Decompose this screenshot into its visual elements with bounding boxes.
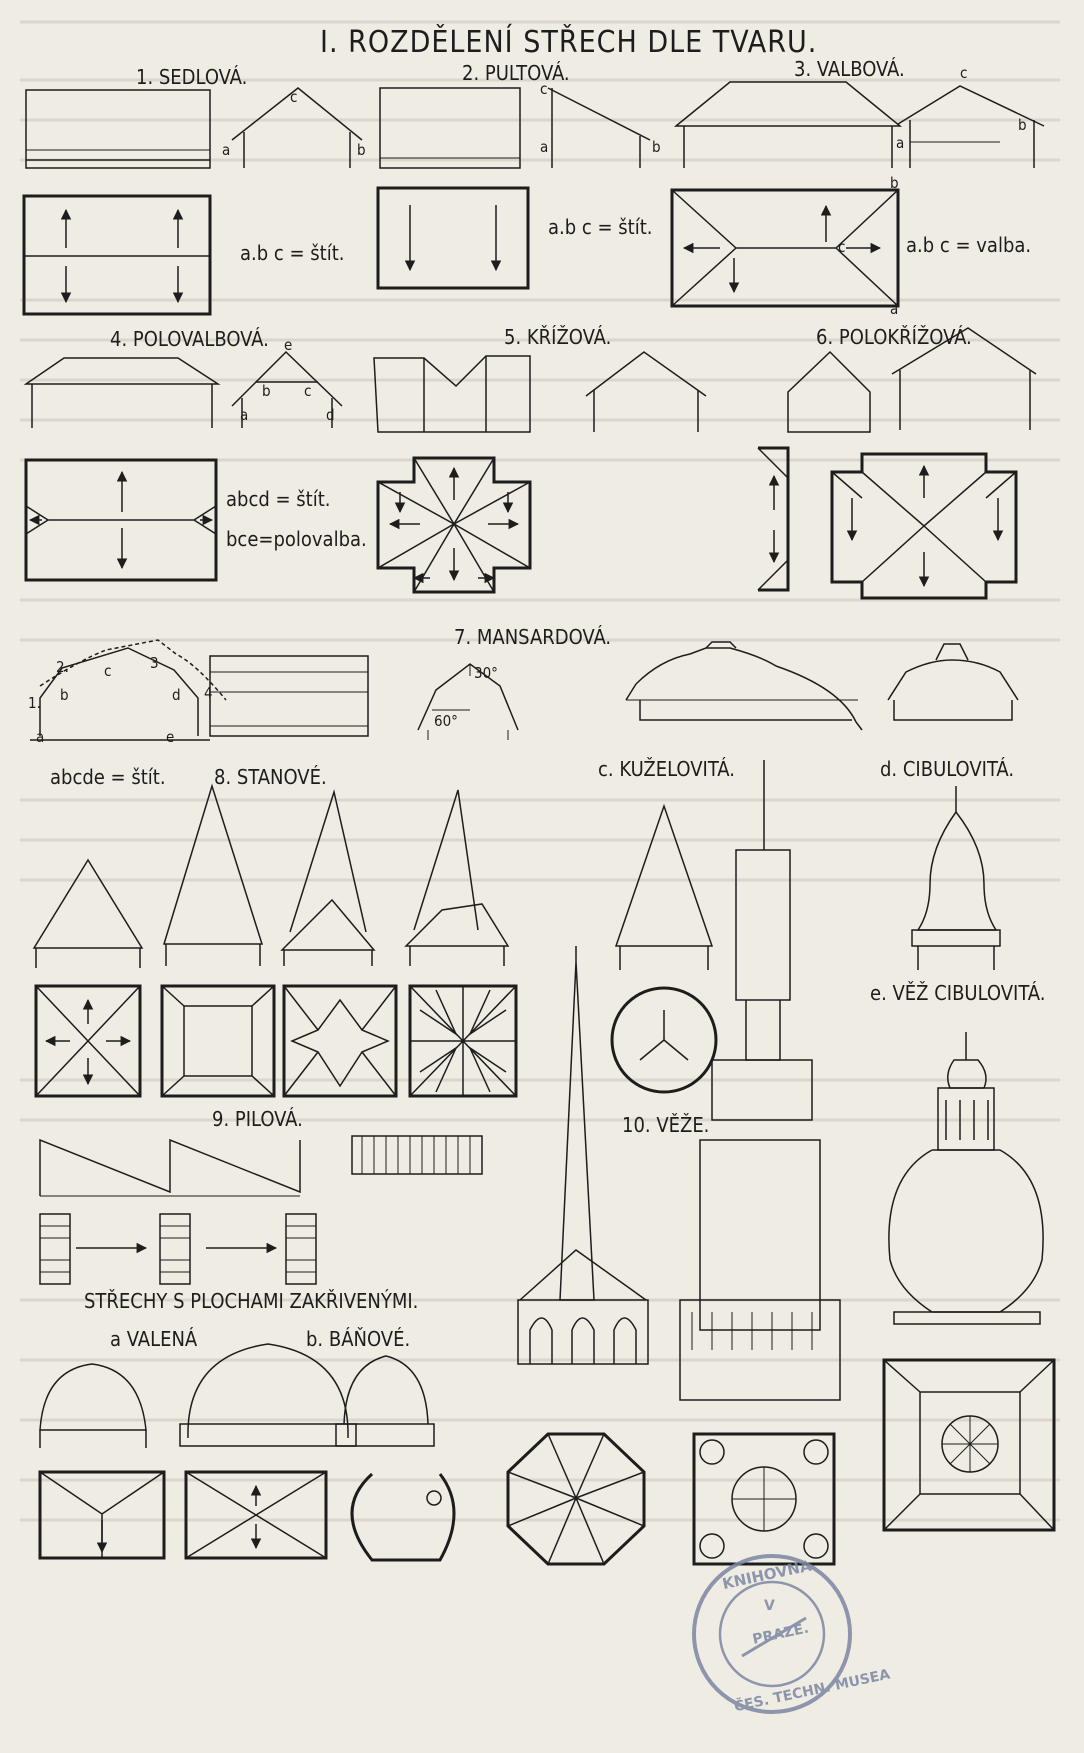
onion-dome [888, 644, 1018, 720]
onion-spires [912, 786, 1000, 970]
letter-b: b [60, 686, 69, 704]
curved-roof-plans [40, 1472, 454, 1560]
half-cross-plan-1 [758, 448, 788, 590]
label-shed-roof: 2. PULTOVÁ. [462, 61, 570, 85]
label-mansard-roof: 7. MANSARDOVÁ. [454, 625, 612, 649]
library-stamp [694, 1556, 892, 1715]
stamp-bottom: ČES. TECHN. MUSEA [732, 1666, 892, 1716]
note-gable-1: a.b c = štít. [240, 241, 345, 265]
letter-c: c [290, 88, 298, 106]
shed-roof-section [540, 80, 661, 168]
label-conical: c. KUŽELOVITÁ. [598, 757, 735, 781]
hip-roof-plan [672, 174, 899, 318]
letter-4: 4 [204, 684, 213, 702]
label-curved-roofs: STŘECHY S PLOCHAMI ZAKŘIVENÝMI. [84, 1289, 419, 1313]
letter-b: b [262, 382, 271, 400]
label-dome-roof: b. BÁŇOVÉ. [306, 1327, 411, 1351]
letter-e: e [166, 728, 175, 746]
letter-3: 3 [150, 654, 159, 672]
letter-b: b [357, 141, 366, 159]
angle-30: 30° [474, 664, 498, 682]
gable-roof-section [222, 88, 366, 168]
label-gable-roof: 1. SEDLOVÁ. [136, 65, 248, 89]
gable-roof-elevation [26, 90, 210, 168]
letter-d: d [326, 406, 335, 424]
note-shed: a.b c = štít. [548, 215, 653, 239]
saw-roof-elevation [40, 1140, 300, 1196]
stamp-top: KNIHOVNA [720, 1556, 813, 1593]
note-half-hip-2: bce=polovalba. [226, 527, 367, 551]
tall-tower-plan [694, 1434, 834, 1564]
label-saw-roof: 9. PILOVÁ. [212, 1107, 303, 1131]
letter-c: c [838, 238, 846, 256]
letter-b: b [1018, 116, 1027, 134]
letter-2: 2. [56, 658, 69, 676]
label-hip-roof: 3. VALBOVÁ. [794, 57, 905, 81]
mansard-detail [418, 664, 518, 740]
shed-roof-plan [378, 188, 528, 288]
conical-dome [626, 642, 862, 730]
letter-a: a [222, 141, 231, 159]
hip-roof-elevation [676, 82, 900, 168]
label-cross-roof: 5. KŘÍŽOVÁ. [504, 325, 612, 349]
label-barrel-roof: a VALENÁ [110, 1327, 198, 1351]
label-onion-tower: e. VĚŽ CIBULOVITÁ. [870, 981, 1046, 1005]
plate-heading: I. ROZDĚLENÍ STŘECH DLE TVARU. [320, 25, 818, 60]
letter-b: b [652, 138, 661, 156]
half-hip-elevation [26, 358, 218, 428]
label-onion: d. CIBULOVITÁ. [880, 757, 1015, 781]
letter-a: a [540, 138, 549, 156]
saw-roof-plan [40, 1214, 316, 1284]
gable-roof-plan [24, 196, 210, 314]
label-towers: 10. VĚŽE. [622, 1113, 710, 1137]
half-cross-plan-2 [832, 454, 1016, 598]
label-half-hip-roof: 4. POLOVALBOVÁ. [110, 327, 269, 351]
angle-60: 60° [434, 712, 458, 730]
barrel-roof-elevation [40, 1364, 146, 1448]
note-half-hip-1: abcd = štít. [226, 487, 331, 511]
conical-spire [612, 806, 716, 1092]
cross-roof-plan [378, 458, 530, 592]
label-tent-roof: 8. STANOVÉ. [214, 765, 327, 789]
stamp-center-1: V [764, 1598, 775, 1614]
shed-roof-elevation [380, 88, 520, 168]
note-hip: a.b c = valba. [906, 233, 1032, 257]
letter-b: b [890, 174, 899, 192]
label-half-cross-roof: 6. POLOKŘÍŽOVÁ. [816, 325, 972, 349]
letter-e: e [284, 336, 293, 354]
letter-a: a [36, 728, 45, 746]
mansard-elevation [210, 656, 368, 736]
letter-1: 1. [28, 694, 41, 712]
onion-tower [889, 1032, 1043, 1324]
onion-tower-plan [884, 1360, 1054, 1530]
stamp-center-2: PRAZE. [751, 1620, 811, 1648]
octagonal-spire-plan [508, 1434, 644, 1564]
saw-roof-skylight [352, 1136, 482, 1174]
mansard-section [28, 640, 226, 746]
tent-roof-elevations [34, 786, 508, 968]
half-hip-plan [26, 460, 216, 580]
letter-a: a [896, 134, 905, 152]
letter-c: c [960, 64, 968, 82]
letter-c: c [104, 662, 112, 680]
letter-a: a [240, 406, 249, 424]
letter-c: c [304, 382, 312, 400]
note-mansard: abcde = štít. [50, 765, 166, 789]
letter-d: d [172, 686, 181, 704]
letter-c: c [540, 80, 548, 98]
letter-a: a [890, 300, 899, 318]
